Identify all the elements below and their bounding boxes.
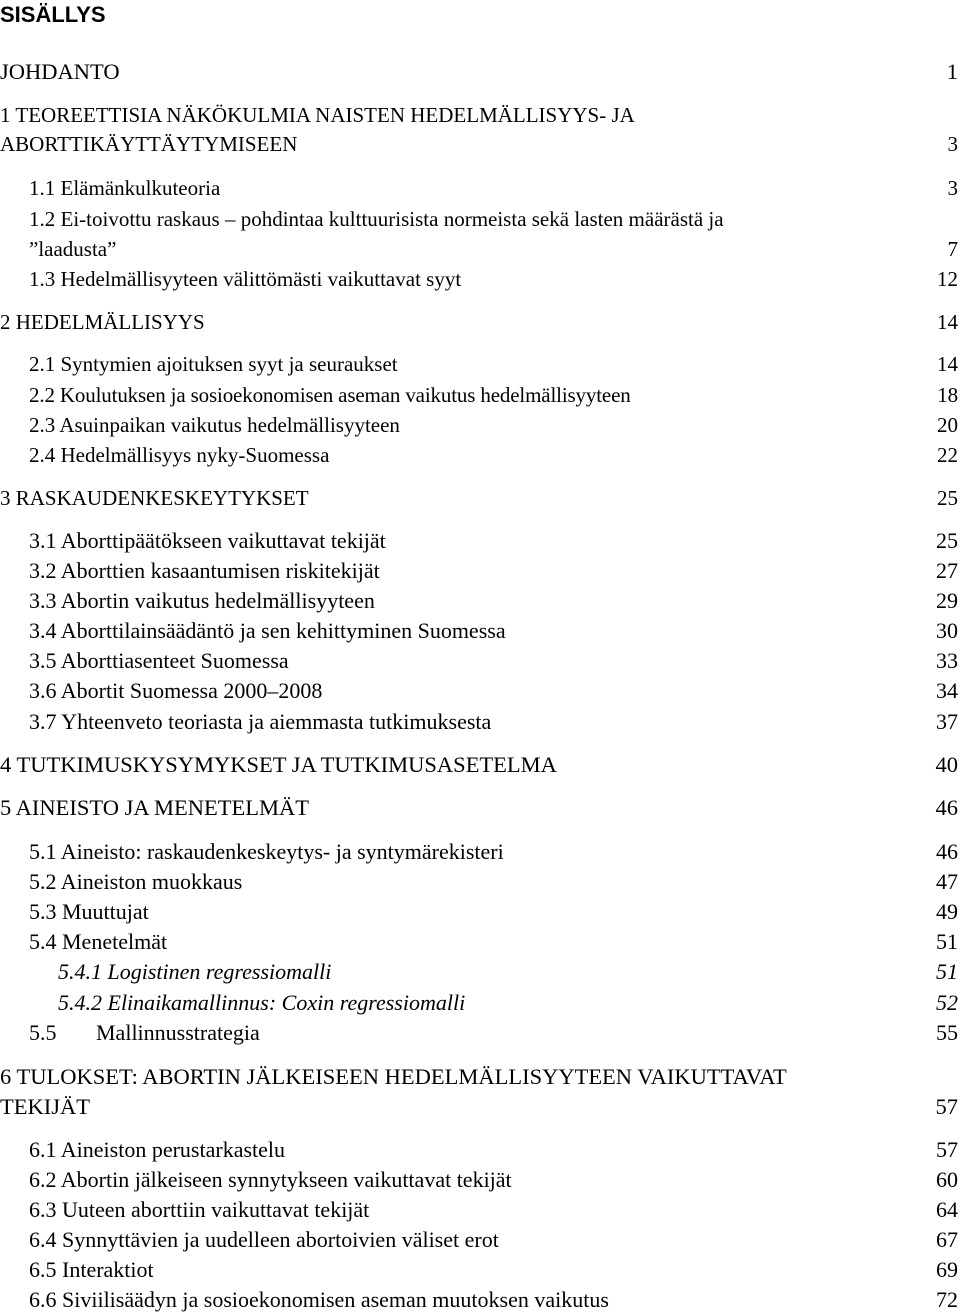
toc-entry-page: 52: [936, 990, 958, 1015]
toc-entry-page: 46: [936, 839, 958, 864]
toc-entry-page: 51: [936, 959, 958, 984]
toc-entry-johdanto[interactable]: [0, 57, 960, 87]
toc-entry-page: 37: [936, 709, 958, 734]
toc-entry-title: 5 AINEISTO JA MENETELMÄT: [0, 795, 309, 820]
toc-entry-title: ”laadusta”: [29, 237, 117, 261]
toc-entry-title: 6.1 Aineiston perustarkastelu: [29, 1137, 286, 1162]
toc-entry-page: 72: [936, 1287, 958, 1312]
toc-entry-title: 6.2 Abortin jälkeiseen synnytykseen vaikuttavat tekijät: [29, 1167, 512, 1192]
toc-entry-page: 7: [947, 237, 958, 261]
toc-entry-page: 46: [935, 795, 958, 820]
toc-entry-3-6[interactable]: [0, 676, 960, 706]
toc-entry-1-3[interactable]: [0, 264, 960, 294]
toc-entry-6-2[interactable]: [0, 1165, 960, 1195]
toc-entry-title: 1.3 Hedelmällisyyteen välittömästi vaikuttavat syyt: [29, 267, 462, 291]
toc-entry-page: 3: [947, 176, 958, 200]
toc-entry-title: 6.4 Synnyttävien ja uudelleen abortoivien väliset erot: [29, 1227, 499, 1252]
toc-entry-5-3[interactable]: [0, 897, 960, 927]
toc-entry-title: TEKIJÄT: [0, 1094, 90, 1119]
toc-entry-page: 12: [937, 267, 958, 291]
toc-entry-3-4[interactable]: [0, 616, 960, 646]
toc-entry-5-2[interactable]: [0, 867, 960, 897]
toc-entry-title: 3.4 Aborttilainsäädäntö ja sen kehittyminen Suomessa: [29, 618, 506, 643]
toc-entry-page: 1: [946, 59, 958, 84]
toc-entry-title: 3.1 Aborttipäätökseen vaikuttavat tekijät: [29, 528, 386, 553]
toc-entry-5-4-2[interactable]: [0, 988, 960, 1018]
toc-entry-3-5[interactable]: [0, 646, 960, 676]
toc-entry-title: 3.3 Abortin vaikutus hedelmällisyyteen: [29, 588, 375, 613]
toc-entry-page: 69: [936, 1257, 958, 1282]
toc-entry-2-1[interactable]: [0, 349, 960, 379]
toc-entry-page: 60: [936, 1167, 958, 1192]
toc-entry-title: 6.3 Uuteen aborttiin vaikuttavat tekijät: [29, 1197, 370, 1222]
toc-entry-6-3[interactable]: [0, 1195, 960, 1225]
toc-entry-5-4-1[interactable]: [0, 957, 960, 987]
toc-entry-title: 2.3 Asuinpaikan vaikutus hedelmällisyyteen: [29, 413, 400, 437]
toc-entry-page: 25: [937, 486, 958, 510]
toc-entry-chapter-6-cont[interactable]: [0, 1092, 960, 1122]
toc-entry-title: 6.5 Interaktiot: [29, 1257, 154, 1282]
toc-entry-title: 1.2 Ei-toivottu raskaus – pohdintaa kulttuurisista normeista sekä lasten määrästä ja: [29, 207, 724, 231]
toc-entry-page: 20: [937, 413, 958, 437]
toc-entry-chapter-1-cont[interactable]: [0, 129, 960, 159]
toc-entry-6-6[interactable]: [0, 1285, 960, 1315]
toc-entry-page: 55: [936, 1020, 958, 1045]
toc-entry-2-3[interactable]: [0, 410, 960, 440]
toc-entry-title: 2 HEDELMÄLLISYYS: [0, 310, 205, 334]
toc-entry-page: 14: [937, 310, 958, 334]
toc-entry-3-2[interactable]: [0, 556, 960, 586]
toc-entry-page: 25: [936, 528, 958, 553]
toc-entry-page: 47: [936, 869, 958, 894]
toc-entry-title: 5.4 Menetelmät: [29, 929, 168, 954]
toc-entry-1-1[interactable]: [0, 173, 960, 203]
toc-entry-page: 34: [936, 678, 958, 703]
toc-entry-title: 1.1 Elämänkulkuteoria: [29, 176, 221, 200]
toc-entry-3-3[interactable]: [0, 586, 960, 616]
toc-entry-2-4[interactable]: [0, 440, 960, 470]
toc-entry-title: JOHDANTO: [0, 59, 120, 84]
toc-entry-page: 18: [937, 383, 958, 407]
toc-entry-title: 3.2 Aborttien kasaantumisen riskitekijät: [29, 558, 380, 583]
toc-entry-1-2-cont[interactable]: [0, 234, 960, 264]
toc-entry-title: 5.2 Aineiston muokkaus: [29, 869, 243, 894]
toc-entry-page: 51: [936, 929, 958, 954]
toc-entry-title: 3.5 Aborttiasenteet Suomessa: [29, 648, 289, 673]
toc-entry-page: 57: [936, 1137, 958, 1162]
toc-entry-title: 5.4.1 Logistinen regressiomalli: [58, 959, 332, 984]
toc-entry-title: 3.6 Abortit Suomessa 2000–2008: [29, 678, 323, 703]
toc-entry-chapter-1[interactable]: [0, 100, 960, 130]
toc-entry-chapter-3[interactable]: [0, 483, 960, 513]
toc-entry-title: 6.6 Siviilisäädyn ja sosioekonomisen aseman muutoksen vaikutus: [29, 1287, 609, 1312]
toc-entry-page: 33: [936, 648, 958, 673]
toc-entry-page: 3: [947, 132, 958, 156]
toc-entry-page: 64: [936, 1197, 958, 1222]
toc-entry-6-4[interactable]: [0, 1225, 960, 1255]
toc-entry-title: 5.5 Mallinnusstrategia: [29, 1020, 260, 1045]
toc-entry-6-5[interactable]: [0, 1255, 960, 1285]
toc-entry-chapter-4[interactable]: [0, 750, 960, 780]
toc-entry-page: 27: [936, 558, 958, 583]
toc-entry-page: 57: [935, 1094, 958, 1119]
toc-entry-title: 6 TULOKSET: ABORTIN JÄLKEISEEN HEDELMÄLLISYYTEEN VAIKUTTAVAT: [0, 1064, 787, 1089]
toc-entry-title: 5.4.2 Elinaikamallinnus: Coxin regressiomalli: [58, 990, 466, 1015]
toc-entry-page: 14: [937, 352, 958, 376]
toc-heading: SISÄLLYS: [0, 2, 106, 27]
toc-entry-title: 1 TEOREETTISIA NÄKÖKULMIA NAISTEN HEDELMÄLLISYYS- JA: [0, 103, 635, 127]
toc-entry-3-7[interactable]: [0, 707, 960, 737]
toc-entry-page: 29: [936, 588, 958, 613]
toc-entry-5-1[interactable]: [0, 837, 960, 867]
toc-entry-3-1[interactable]: [0, 526, 960, 556]
toc-entry-title: 2.4 Hedelmällisyys nyky-Suomessa: [29, 443, 330, 467]
toc-entry-title: 4 TUTKIMUSKYSYMYKSET JA TUTKIMUSASETELMA: [0, 752, 557, 777]
toc-entry-page: 49: [936, 899, 958, 924]
toc-entry-2-2[interactable]: [0, 380, 960, 410]
toc-entry-title: 2.1 Syntymien ajoituksen syyt ja seuraukset: [29, 352, 398, 376]
toc-entry-chapter-2[interactable]: [0, 307, 960, 337]
toc-entry-chapter-6[interactable]: [0, 1062, 960, 1092]
toc-entry-5-5[interactable]: [0, 1018, 960, 1048]
toc-entry-title: 3.7 Yhteenveto teoriasta ja aiemmasta tutkimuksesta: [29, 709, 492, 734]
toc-entry-6-1[interactable]: [0, 1135, 960, 1165]
toc-entry-5-4[interactable]: [0, 927, 960, 957]
toc-entry-title: ABORTTIKÄYTTÄYTYMISEEN: [0, 132, 298, 156]
toc-entry-title: 2.2 Koulutuksen ja sosioekonomisen aseman vaikutus hedelmällisyyteen: [29, 383, 631, 407]
toc-entry-title: 5.3 Muuttujat: [29, 899, 149, 924]
toc-entry-title: 3 RASKAUDENKESKEYTYKSET: [0, 486, 309, 510]
toc-entry-page: 40: [935, 752, 958, 777]
toc-entry-title: 5.1 Aineisto: raskaudenkeskeytys- ja syntymärekisteri: [29, 839, 504, 864]
toc-entry-page: 30: [936, 618, 958, 643]
toc-entry-page: 67: [936, 1227, 958, 1252]
toc-entry-1-2[interactable]: [0, 204, 960, 234]
toc-entry-page: 22: [937, 443, 958, 467]
toc-entry-chapter-5[interactable]: [0, 793, 960, 823]
